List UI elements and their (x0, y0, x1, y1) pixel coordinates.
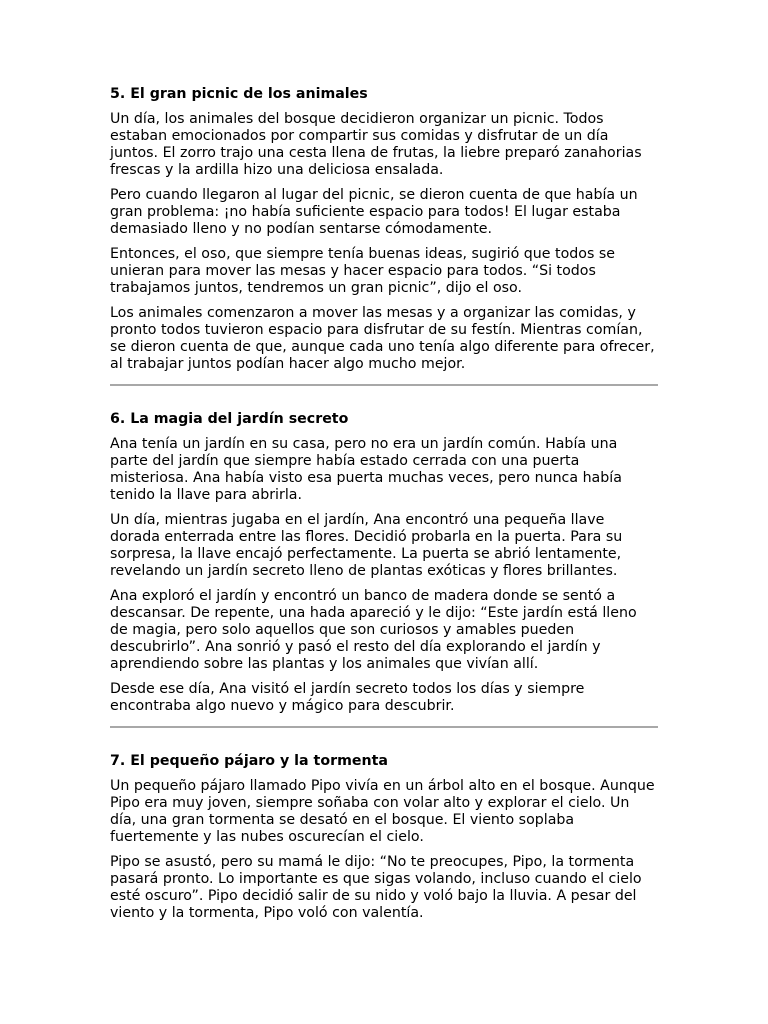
story-6 (110, 411, 658, 715)
story-5 (110, 86, 658, 373)
story-paragraph: Pero cuando llegaron al lugar del picnic, se dieron cuenta de que había un gran problema: ¡no había suficiente espacio para todos! El lugar estaba demasiado lleno y no podían sentarse cómodamente. (110, 187, 638, 237)
story-paragraph: Un día, mientras jugaba en el jardín, Ana encontró una pequeña llave dorada enterrada entre las flores. Decidió probarla en la puerta. Para su sorpresa, la llave encajó perfectamente. La puerta se abrió lentamente, revelando un jardín secreto lleno de plantas exóticas y flores brillantes. (110, 512, 623, 579)
story-paragraph: Un día, los animales del bosque decidieron organizar un picnic. Todos estaban emocionados por compartir sus comidas y disfrutar de un día juntos. El zorro trajo una cesta llena de frutas, la liebre preparó zanahorias frescas y la ardilla hizo una deliciosa ensalada. (110, 111, 642, 178)
section-divider (110, 384, 658, 386)
story-paragraph: Pipo se asustó, pero su mamá le dijo: “No te preocupes, Pipo, la tormenta pasará pronto. Lo importante es que sigas volando, incluso cuando el cielo esté oscuro”. Pipo decidió salir de su nido y voló bajo la lluvia. A pesar del viento y la tormenta, Pipo voló con valentía. (110, 854, 642, 921)
story-paragraph: Los animales comenzaron a mover las mesas y a organizar las comidas, y pronto todos tuvieron espacio para disfrutar de su festín. Mientras comían, se dieron cuenta de que, aunque cada uno tenía algo diferente para ofrecer, al trabajar juntos podían hacer algo mucho mejor. (110, 305, 655, 372)
section-divider (110, 726, 658, 728)
story-title: 7. El pequeño pájaro y la tormenta (110, 753, 388, 769)
story-paragraph: Un pequeño pájaro llamado Pipo vivía en un árbol alto en el bosque. Aunque Pipo era muy joven, siempre soñaba con volar alto y explorar el cielo. Un día, una gran tormenta se desató en el bosque. El viento soplaba fuertemente y las nubes oscurecían el cielo. (110, 778, 655, 845)
story-title: 5. El gran picnic de los animales (110, 86, 368, 102)
story-7 (110, 753, 658, 922)
story-paragraph: Ana exploró el jardín y encontró un banco de madera donde se sentó a descansar. De repente, una hada apareció y le dijo: “Este jardín está lleno de magia, pero solo aquellos que son curiosos y amables pueden descubrirlo”. Ana sonrió y pasó el resto del día explorando el jardín y aprendiendo sobre las plantas y los animales que vivían allí. (110, 588, 637, 672)
story-title: 6. La magia del jardín secreto (110, 411, 349, 427)
story-paragraph: Entonces, el oso, que siempre tenía buenas ideas, sugirió que todos se unieran para mover las mesas y hacer espacio para todos. “Si todos trabajamos juntos, tendremos un gran picnic”, dijo el oso. (110, 246, 615, 296)
story-paragraph: Desde ese día, Ana visitó el jardín secreto todos los días y siempre encontraba algo nuevo y mágico para descubrir. (110, 681, 585, 714)
story-paragraph: Ana tenía un jardín en su casa, pero no era un jardín común. Había una parte del jardín que siempre había estado cerrada con una puerta misteriosa. Ana había visto esa puerta muchas veces, pero nunca había tenido la llave para abrirla. (110, 436, 622, 503)
document-page (110, 86, 658, 922)
